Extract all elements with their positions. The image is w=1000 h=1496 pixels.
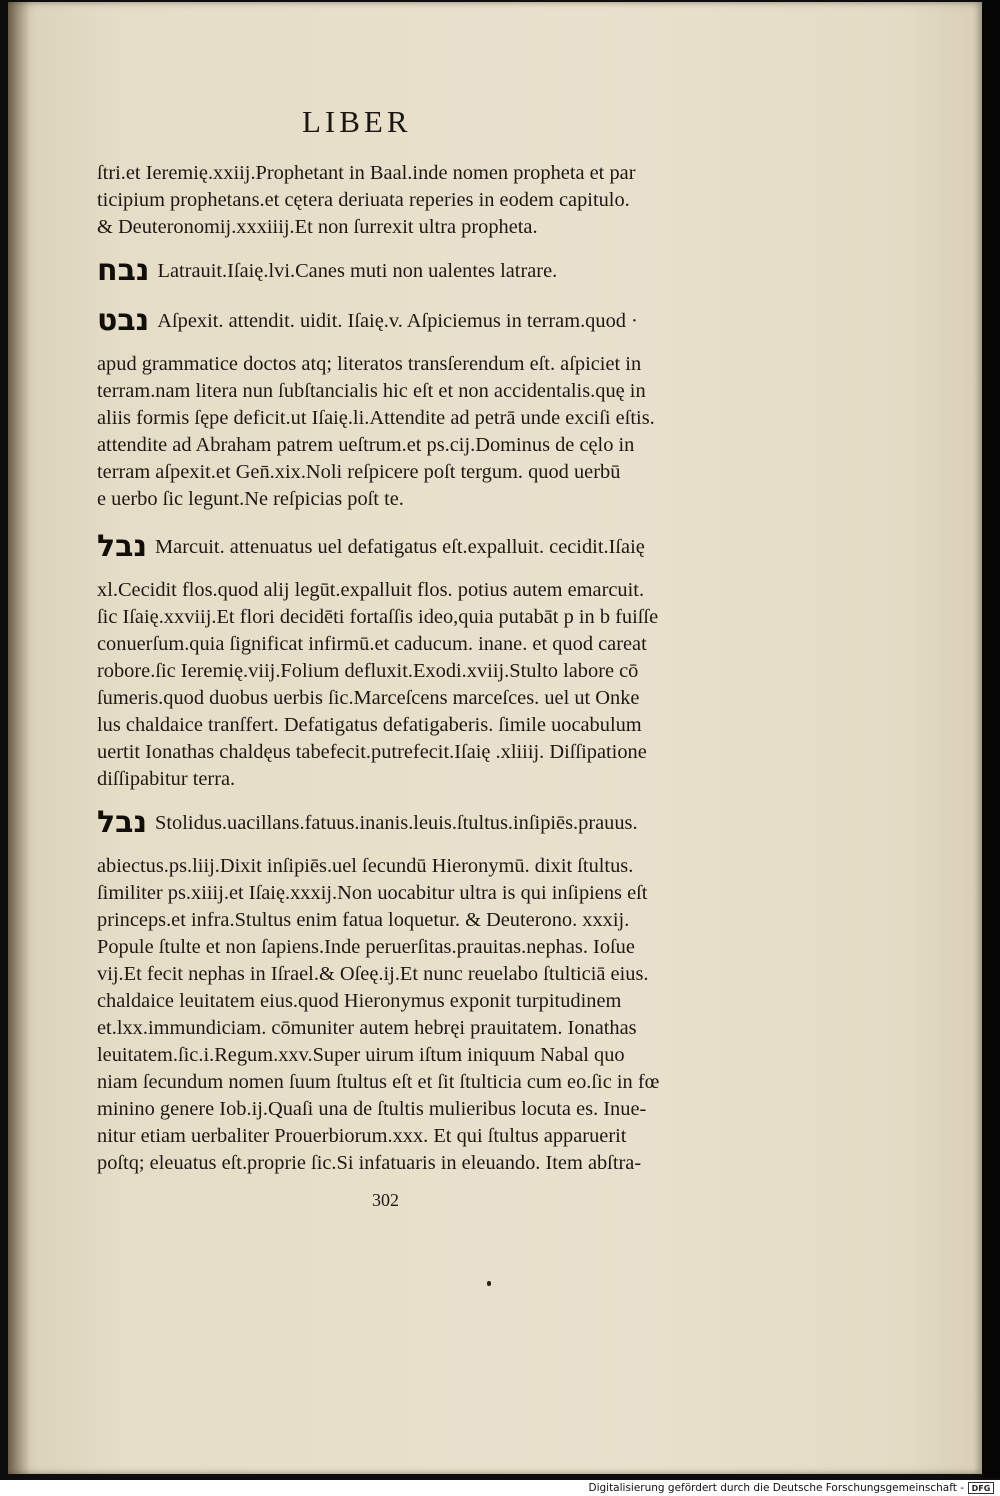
- text-line: conuerſum.quia ſignificat infirmū.et caducum. inane. et quod careat: [97, 633, 647, 655]
- text-line: niam ſecundum nomen ſuum ſtultus eſt et ſit ſtulticia cum eo.ſic in fœ: [97, 1071, 660, 1093]
- hebrew-headword: נבל: [97, 805, 148, 840]
- text-line: ticipium prophetans.et cętera deriuata reperies in eodem capitulo.: [97, 189, 630, 211]
- lexicon-entry-1: [97, 251, 717, 291]
- lexicon-entry-3: [97, 527, 717, 567]
- text-line: minino genere Iob.ij.Quaſi una de ſtultis mulieribus locuta es. Inue-: [97, 1098, 647, 1120]
- lexicon-entry-4: [97, 803, 717, 843]
- text-line: diſſipabitur terra.: [97, 768, 236, 790]
- text-line: uertit Ionathas chaldęus tabefecit.putrefecit.Iſaię .xliiij. Diſſipatione: [97, 741, 647, 763]
- text-line: Popule ſtulte et non ſapiens.Inde peruerſitas.prauitas.nephas. Ioſue: [97, 936, 635, 958]
- hebrew-headword: נבל: [97, 529, 148, 564]
- page-edge: [982, 0, 1000, 1478]
- text-line: chaldaice leuitatem eius.quod Hieronymus exponit turpitudinem: [97, 990, 622, 1012]
- page-gutter: [8, 2, 30, 1474]
- text-line: nitur etiam uerbaliter Prouerbiorum.xxx. Et qui ſtultus apparuerit: [97, 1125, 627, 1147]
- dfg-logo: DFG: [968, 1482, 994, 1494]
- text-line: apud grammatice doctos atq; literatos transſerendum eſt. aſpiciet in: [97, 353, 642, 375]
- entry-text: Stolidus.uacillans.fatuus.inanis.leuis.ſtultus.inſipiēs.prauus.: [155, 812, 638, 834]
- entry-text: Marcuit. attenuatus uel defatigatus eſt.expalluit. cecidit.Iſaię: [155, 536, 645, 558]
- text-line: poſtq; eleuatus eſt.proprie ſic.Si infatuaris in eleuando. Item abſtra-: [97, 1152, 642, 1174]
- body-text: [97, 160, 717, 1177]
- text-line: ſtri.et Ieremię.xxiij.Prophetant in Baal.inde nomen propheta et par: [97, 162, 636, 184]
- running-head: LIBER: [302, 104, 412, 139]
- text-line: ſimiliter ps.xiiij.et Iſaię.xxxij.Non uocabitur ultra is qui inſipiens eſt: [97, 882, 648, 904]
- text-line: et.lxx.immundiciam. cōmuniter autem hebręi prauitatem. Ionathas: [97, 1017, 637, 1039]
- text-line: & Deuteronomij.xxxiiij.Et non ſurrexit ultra propheta.: [97, 216, 538, 238]
- text-line: lus chaldaice tranſfert. Defatigatus defatigaberis. ſimile uocabulum: [97, 714, 642, 736]
- text-line: vij.Et fecit nephas in Iſrael.& Oſeę.ij.Et nunc reuelabo ſtulticiā eius.: [97, 963, 649, 985]
- text-line: terram aſpexit.et Gen̄.xix.Noli reſpicere poſt tergum. quod uerbū: [97, 461, 621, 483]
- text-line: princeps.et infra.Stultus enim fatua loquetur. & Deuterono. xxxij.: [97, 909, 630, 931]
- digitization-footer: [0, 1480, 1000, 1496]
- funding-credit: Digitalisierung gefördert durch die Deutsche Forschungsgemeinschaft -: [588, 1482, 964, 1494]
- text-line: terram.nam litera nun ſubſtancialis hic eſt et non accidentalis.quę in: [97, 380, 646, 402]
- text-line: abiectus.ps.liij.Dixit inſipiēs.uel ſecundū Hieronymū. dixit ſtultus.: [97, 855, 634, 877]
- text-line: robore.ſic Ieremię.viij.Folium defluxit.Exodi.xviij.Stulto labore cō: [97, 660, 639, 682]
- text-line: ſumeris.quod duobus uerbis ſic.Marceſcens marceſces. uel ut Onke: [97, 687, 640, 709]
- text-line: leuitatem.ſic.i.Regum.xxv.Super uirum iſtum iniquum Nabal quo: [97, 1044, 625, 1066]
- text-line: attendite ad Abraham patrem ueſtrum.et ps.cij.Dominus de cęlo in: [97, 434, 635, 456]
- text-line: xl.Cecidit flos.quod alij legūt.expalluit flos. potius autem emarcuit.: [97, 579, 645, 601]
- hebrew-headword: נבח: [97, 253, 150, 288]
- text-line: aliis formis ſępe deficit.ut Iſaię.li.Attendite ad petrā unde exciſi eſtis.: [97, 407, 655, 429]
- entry-text: Latrauit.Iſaię.lvi.Canes muti non ualentes latrare.: [157, 260, 558, 282]
- entry-text: Aſpexit. attendit. uidit. Iſaię.v. Aſpiciemus in terram.quod ·: [157, 310, 638, 332]
- ink-mark: [487, 1281, 491, 1286]
- lexicon-entry-2: [97, 301, 717, 341]
- text-line: e uerbo ſic legunt.Ne reſpicias poſt te.: [97, 488, 404, 510]
- hebrew-headword: נבט: [97, 303, 150, 338]
- text-line: ſic Iſaię.xxviij.Et flori decidēti fortaſſis ideo,quia putabāt p in b fuiſſe: [97, 606, 659, 628]
- folio-number: 302: [372, 1190, 399, 1210]
